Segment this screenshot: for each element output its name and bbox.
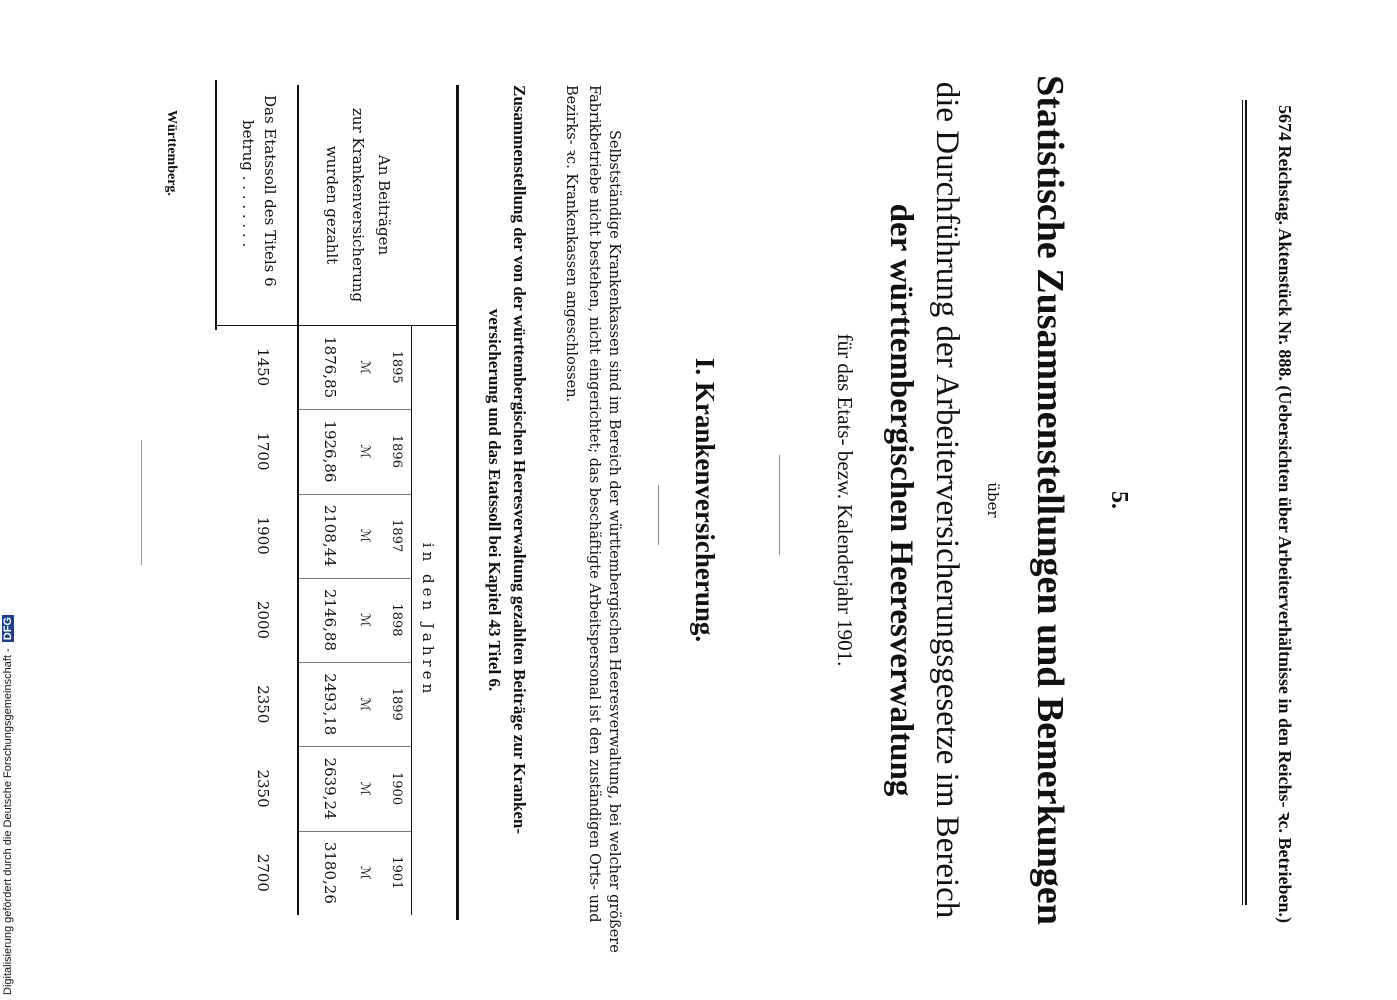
paragraph-line-3: Bezirks- ꝛc. Krankenkassen angeschlossen. [563, 85, 579, 403]
years-span-header: in den Jahren [419, 542, 437, 698]
dfg-logo: DFG [2, 617, 14, 641]
year-header: 1898 [389, 603, 404, 637]
row2-value: 2350 [254, 769, 272, 808]
year-column-rule [299, 662, 411, 663]
row2-value: 1700 [254, 432, 272, 471]
row1-value: 2493,18 [321, 673, 339, 736]
years-span-rule [411, 325, 412, 915]
unit-label: ℳ [357, 444, 372, 459]
table-mid-rule [297, 85, 299, 915]
row1-label-line-2: zur Krankenversicherung [349, 107, 367, 303]
row1-value: 1876,85 [321, 336, 339, 399]
row1-value: 2108,44 [321, 504, 339, 567]
unit-label: ℳ [357, 865, 372, 880]
digitization-note-text: Digitalisierung gefördert durch die Deutsche Forschungsgemeinschaft - [2, 648, 14, 995]
section-number: 5. [1106, 491, 1132, 509]
row2-label-line-2: betrug . . . . . . . . [239, 120, 257, 248]
row1-value: 2146,88 [321, 588, 339, 651]
table-top-rule [456, 85, 459, 920]
title-subject: die Durchführung der Arbeiterversicherungsgesetze im Bereich [929, 81, 965, 919]
table-caption-line-1: Zusammenstellung der von der württembergischen Heeresverwaltung gezahlten Beiträge zur Kranken- [510, 85, 529, 835]
row2-label-rule [217, 325, 297, 326]
year-column-rule [299, 494, 411, 495]
year-header: 1895 [389, 350, 404, 384]
row2-value: 1900 [254, 516, 272, 555]
header-rule [1245, 100, 1247, 905]
unit-label: ℳ [357, 613, 372, 627]
year-column-rule [299, 578, 411, 579]
scan-artifact-line [141, 440, 142, 565]
unit-label: ℳ [357, 781, 372, 796]
year-header: 1896 [389, 434, 404, 468]
title-period: für das Etats- bezw. Kalenderjahr 1901. [833, 333, 857, 667]
year-header: 1897 [389, 519, 404, 553]
row2-value: 2700 [254, 853, 272, 892]
row1-label-line-3: wurden gezahlt [323, 145, 341, 265]
table-bottom-rule [215, 80, 217, 330]
year-column-rule [299, 746, 411, 747]
row2-label-line-1: Das Etatssoll des Titels 6 [261, 95, 279, 287]
row1-value: 3180,26 [321, 841, 339, 904]
year-column-rule [299, 409, 411, 410]
part-divider [658, 485, 659, 545]
year-header: 1899 [389, 687, 404, 721]
row2-value: 2350 [254, 685, 272, 724]
year-column-rule [299, 831, 411, 832]
title-connector: über [984, 482, 1002, 518]
unit-label: ℳ [357, 360, 372, 375]
paragraph-line-1: Selbstständige Krankenkassen sind im Bereich der württembergischen Heeresverwaltung, bei welcher größere [606, 130, 622, 953]
unit-label: ℳ [357, 528, 372, 543]
year-header: 1901 [389, 856, 404, 890]
title-divider [779, 455, 780, 555]
table-caption-line-2: versicherung und das Etatssoll bei Kapitel 43 Titel 6. [485, 308, 504, 692]
row2-value: 2000 [254, 600, 272, 640]
document-title: Statistische Zusammenstellungen und Bemerkungen [1029, 75, 1071, 925]
digitization-note [2, 615, 14, 995]
row1-value: 2639,24 [321, 757, 339, 820]
state-label: Württemberg. [164, 110, 179, 196]
header-rule-thin [1242, 100, 1243, 905]
paragraph-line-2: Fabrikbetriebe nicht bestehen, nicht eingerichtet; das beschäftigte Arbeitspersonal ist den zuständigen Orts- und [586, 85, 602, 923]
row1-label-line-1: An Beiträgen [375, 154, 393, 256]
year-header: 1900 [389, 772, 404, 806]
row2-value: 1450 [254, 348, 272, 387]
row1-value: 1926,86 [321, 420, 339, 483]
title-authority: der württembergischen Heeresverwaltung [883, 203, 919, 797]
unit-label: ℳ [357, 697, 372, 712]
part-heading: I. Krankenversicherung. [690, 357, 720, 643]
running-header: 5674 Reichstag. Aktenstück Nr. 888. (Uebersichten über Arbeiterverhältnisse in den Reichs- ꝛc. Betrieben.) [1275, 105, 1295, 923]
